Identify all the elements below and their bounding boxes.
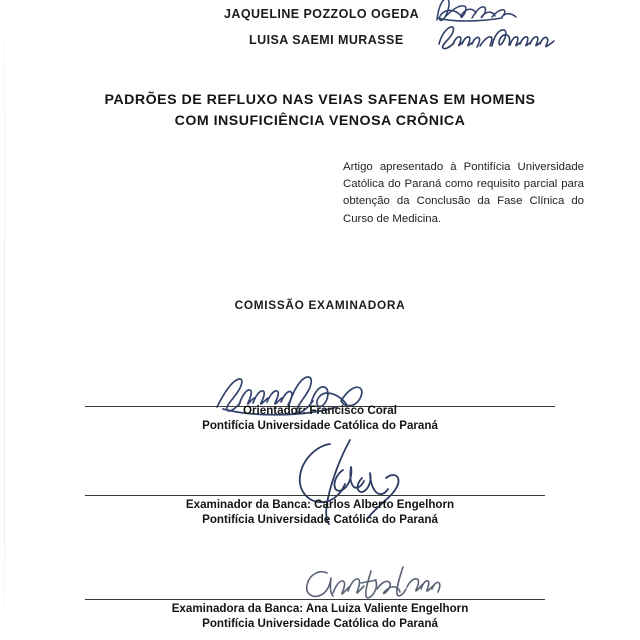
signature-caption [0, 403, 640, 433]
committee-member-name: Examinadora da Banca: Ana Luiza Valiente Engelhorn [171, 602, 469, 615]
committee-member-name: Examinador da Banca: Carlos Alberto Engelhorn [185, 498, 455, 511]
page-title [0, 90, 640, 132]
committee-member-institution: Pontifícia Universidade Católica do Paraná [202, 419, 438, 432]
submission-statement-text: Artigo apresentado à Pontifícia Universidade Católica do Paraná como requisito parcial para obtenção da Conclusão da Fase Clínica do Curso de Medicina. [343, 161, 584, 225]
page-title-line-2: COM INSUFICIÊNCIA VENOSA CRÔNICA [174, 113, 466, 129]
committee-heading: COMISSÃO EXAMINADORA [234, 298, 406, 312]
page-title-line-1: PADRÕES DE REFLUXO NAS VEIAS SAFENAS EM HOMENS [104, 92, 536, 108]
handwritten-signature-jaqueline [432, 0, 528, 26]
author-name-line: JAQUELINE POZZOLO OGEDA [224, 7, 420, 21]
signature-rule [85, 495, 545, 496]
submission-statement [343, 159, 584, 228]
signature-caption [0, 497, 640, 527]
committee-member-institution: Pontifícia Universidade Católica do Paraná [202, 513, 438, 526]
handwritten-signature-ana-luiza-engelhorn [303, 563, 443, 603]
signature-rule [85, 599, 545, 600]
signature-caption [0, 601, 640, 631]
committee-member-name: Orientador: Francisco Coral [243, 404, 397, 417]
handwritten-signature-luisa [436, 24, 562, 54]
committee-member-institution: Pontifícia Universidade Católica do Paraná [202, 617, 438, 630]
author-name-line: LUISA SAEMI MURASSE [249, 33, 404, 47]
